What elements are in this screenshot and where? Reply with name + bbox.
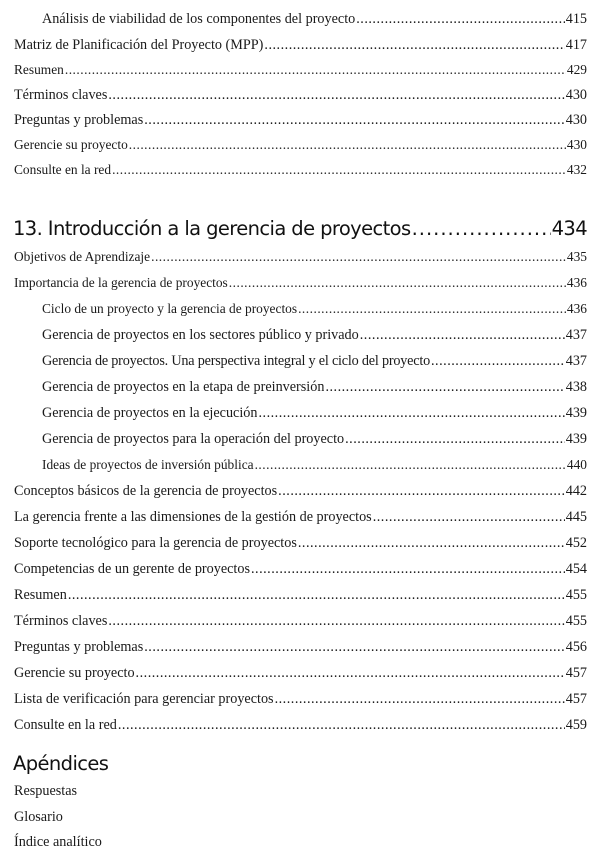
toc-entry-page: 437 (565, 327, 587, 343)
toc-entry (14, 690, 587, 708)
toc-entry-title: Objetivos de Aprendizaje (14, 249, 151, 264)
toc-dot-leader (108, 86, 564, 104)
toc-entry-page: 445 (565, 509, 587, 525)
toc-dot-leader (129, 136, 566, 154)
toc-entry-title: La gerencia frente a las dimensiones de la gestión de proyectos (14, 509, 372, 525)
toc-dot-leader (112, 161, 566, 179)
toc-entry-page: 430 (565, 112, 587, 128)
toc-entry-page: 452 (565, 535, 587, 551)
toc-entry (42, 352, 587, 370)
toc-entry-page: 442 (565, 483, 587, 499)
toc-entry (14, 560, 587, 578)
toc-entry (42, 326, 587, 344)
toc-dot-leader (345, 430, 565, 448)
toc-dot-leader (151, 248, 566, 266)
toc-entry (14, 534, 587, 552)
toc-dot-leader (360, 326, 565, 344)
toc-entry-title: Gerencia de proyectos para la operación del proyecto (42, 431, 345, 447)
toc-entry (14, 638, 587, 656)
toc-entry-page: 456 (565, 639, 587, 655)
toc-entry (14, 36, 587, 54)
toc-dot-leader (229, 274, 566, 292)
chapter-title: 13. Introducción a la gerencia de proyectos (13, 217, 411, 240)
toc-entry-title: Ciclo de un proyecto y la gerencia de proyectos (42, 301, 298, 316)
toc-dot-leader (298, 534, 565, 552)
toc-entry (42, 300, 587, 318)
toc-entry-title: Preguntas y problemas (14, 112, 144, 128)
toc-entry-page: 435 (566, 249, 587, 264)
toc-dot-leader (144, 111, 564, 129)
toc-entry-title: Gerencie su proyecto (14, 137, 128, 152)
toc-entry-page: 415 (565, 11, 587, 27)
toc-dot-leader (264, 36, 564, 54)
toc-entry-title: Gerencie su proyecto (14, 665, 135, 681)
appendix-item: Glosario (14, 809, 63, 825)
toc-entry-title: Términos claves (14, 613, 108, 629)
toc-entry (42, 10, 587, 28)
toc-entry (42, 378, 587, 396)
toc-entry-page: 437 (565, 353, 587, 369)
toc-entry-page: 459 (565, 717, 587, 733)
toc-entry (14, 586, 587, 604)
toc-entry-title: Resumen (14, 62, 64, 77)
toc-entry (14, 508, 587, 526)
toc-dot-leader (325, 378, 564, 396)
toc-entry-title: Lista de verificación para gerenciar proyectos (14, 691, 274, 707)
toc-entry (42, 404, 587, 422)
toc-entry-page: 430 (565, 87, 587, 103)
toc-entry-title: Importancia de la gerencia de proyectos (14, 275, 228, 290)
toc-entry (14, 161, 587, 179)
chapter-heading (13, 217, 587, 241)
toc-dot-leader (278, 482, 565, 500)
toc-entry-page: 455 (565, 613, 587, 629)
appendix-item: Respuestas (14, 783, 78, 799)
toc-entry (42, 456, 587, 474)
chapter-page: 434 (551, 217, 587, 240)
toc-entry-title: Matriz de Planificación del Proyecto (MPP) (14, 37, 264, 53)
toc-entry-page: 457 (565, 691, 587, 707)
toc-entry-title: Gerencia de proyectos en los sectores público y privado (42, 327, 359, 343)
toc-entry (42, 430, 587, 448)
toc-entry-title: Ideas de proyectos de inversión pública (42, 457, 254, 472)
appendices-heading: Apéndices (13, 752, 109, 775)
toc-dot-leader (255, 456, 566, 474)
toc-entry-page: 454 (565, 561, 587, 577)
toc-entry (14, 86, 587, 104)
toc-entry-page: 457 (565, 665, 587, 681)
toc-dot-leader (373, 508, 565, 526)
toc-entry-title: Competencias de un gerente de proyectos (14, 561, 250, 577)
toc-entry-page: 440 (566, 457, 587, 472)
toc-entry (14, 664, 587, 682)
toc-entry (14, 61, 587, 79)
toc-entry-page: 429 (566, 62, 587, 77)
toc-entry-title: Gerencia de proyectos. Una perspectiva integral y el ciclo del proyecto (42, 353, 430, 369)
toc-entry-title: Consulte en la red (14, 162, 112, 177)
toc-entry-page: 439 (565, 431, 587, 447)
toc-entry-page: 432 (566, 162, 587, 177)
toc-dot-leader (258, 404, 564, 422)
appendix-item: Índice analítico (14, 834, 102, 850)
toc-entry (14, 136, 587, 154)
toc-entry-title: Términos claves (14, 87, 108, 103)
toc-dot-leader (275, 690, 565, 708)
toc-dot-leader (412, 217, 551, 241)
toc-entry-page: 430 (566, 137, 587, 152)
toc-entry (14, 482, 587, 500)
toc-entry-page: 436 (566, 275, 587, 290)
toc-entry (14, 248, 587, 266)
toc-dot-leader (65, 61, 566, 79)
toc-entry-page: 417 (565, 37, 587, 53)
toc-entry-page: 438 (565, 379, 587, 395)
toc-dot-leader (118, 716, 565, 734)
toc-entry-page: 455 (565, 587, 587, 603)
toc-dot-leader (298, 300, 566, 318)
toc-entry-title: Gerencia de proyectos en la ejecución (42, 405, 258, 421)
toc-entry-title: Resumen (14, 587, 67, 603)
toc-dot-leader (108, 612, 564, 630)
toc-entry-title: Conceptos básicos de la gerencia de proyectos (14, 483, 278, 499)
toc-entry (14, 716, 587, 734)
toc-dot-leader (431, 352, 565, 370)
toc-entry (14, 612, 587, 630)
toc-dot-leader (144, 638, 564, 656)
toc-entry-title: Preguntas y problemas (14, 639, 144, 655)
toc-dot-leader (68, 586, 565, 604)
toc-entry-title: Consulte en la red (14, 717, 117, 733)
toc-entry-title: Gerencia de proyectos en la etapa de preinversión (42, 379, 325, 395)
toc-dot-leader (356, 10, 564, 28)
toc-dot-leader (136, 664, 565, 682)
toc-entry-title: Análisis de viabilidad de los componentes del proyecto (42, 11, 356, 27)
toc-entry-page: 439 (565, 405, 587, 421)
toc-dot-leader (251, 560, 565, 578)
toc-entry-page: 436 (566, 301, 587, 316)
toc-entry-title: Soporte tecnológico para la gerencia de proyectos (14, 535, 297, 551)
toc-entry (14, 274, 587, 292)
toc-entry (14, 111, 587, 129)
